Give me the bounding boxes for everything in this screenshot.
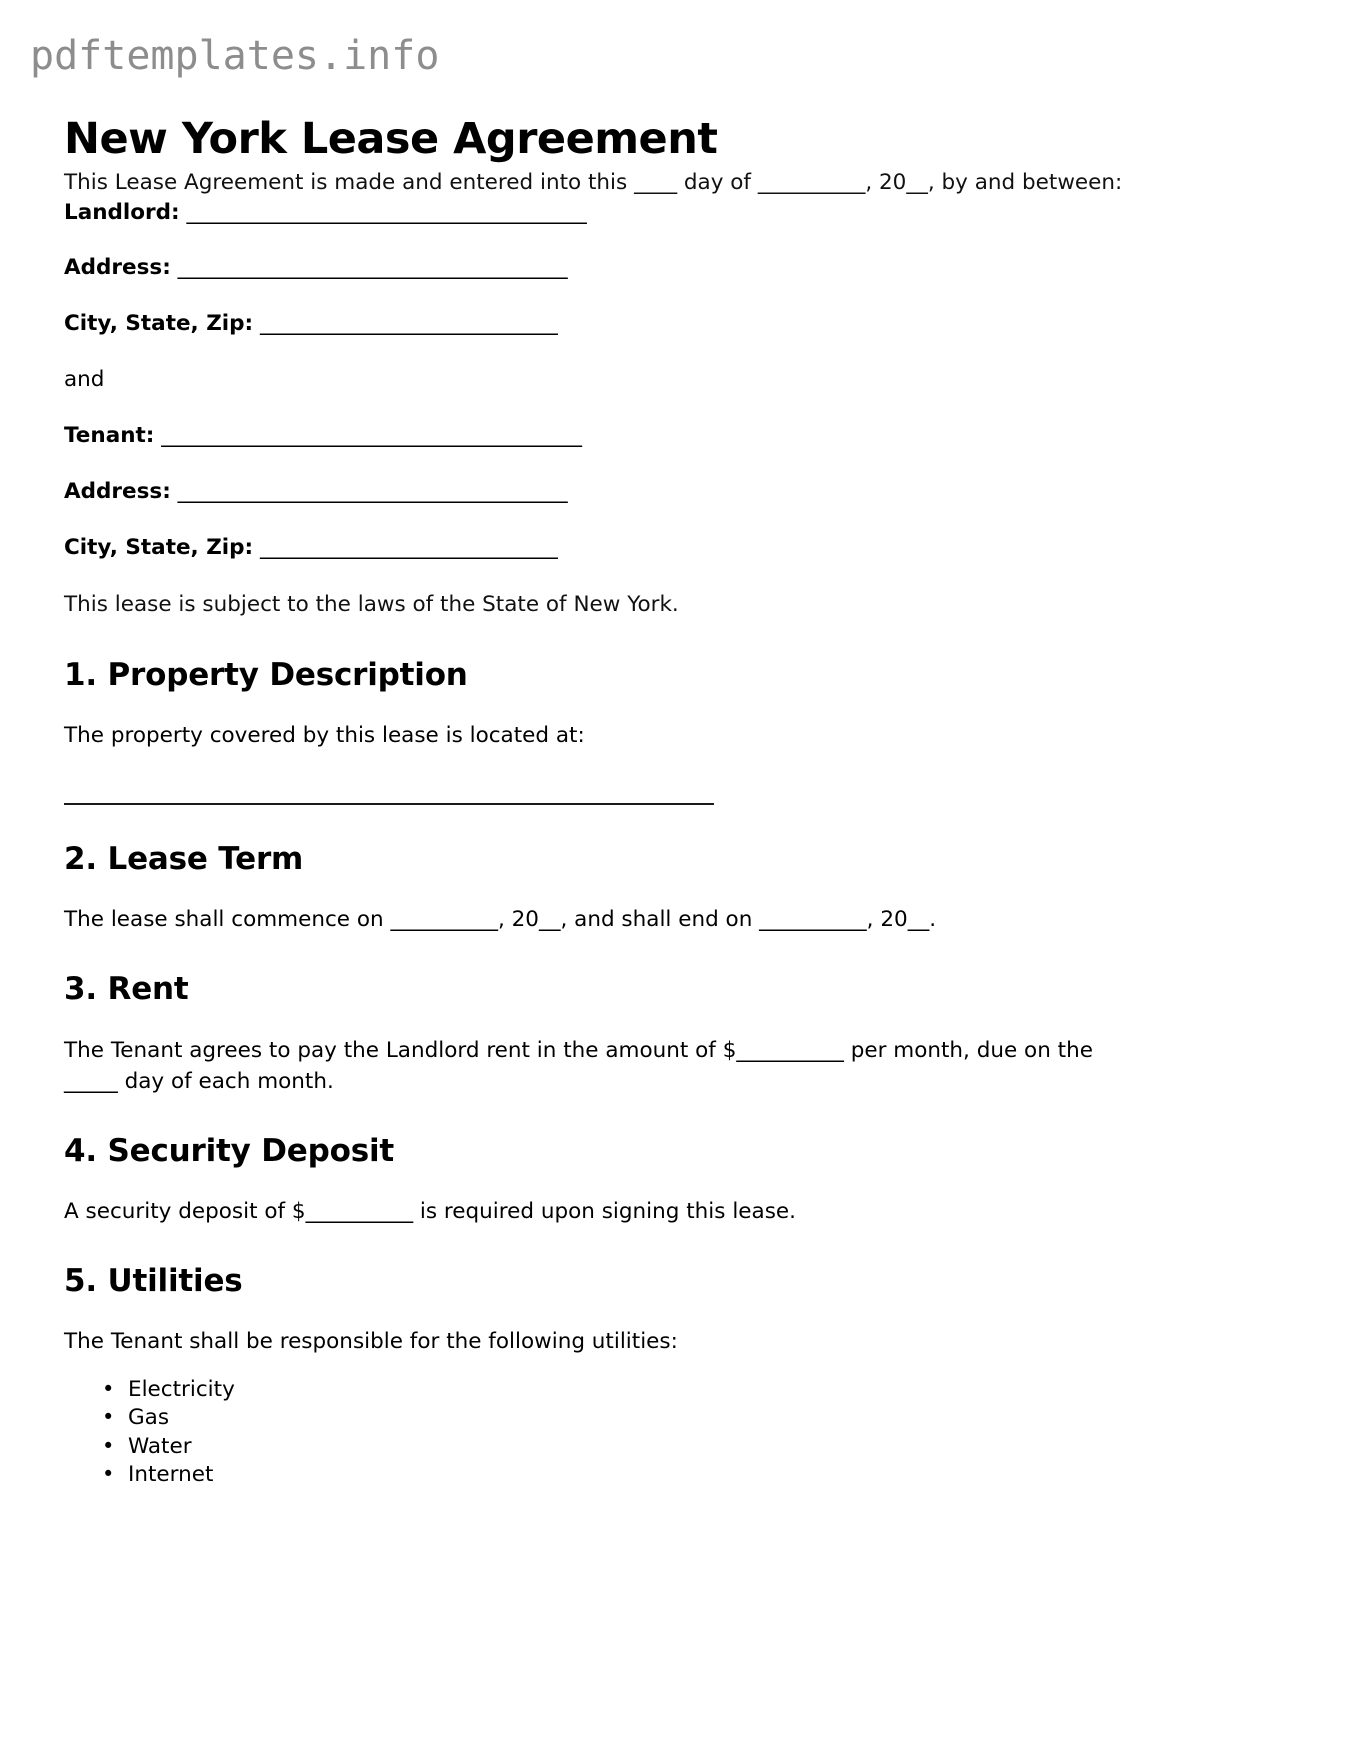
field-landlord-name bbox=[64, 199, 1130, 227]
field-tenant-citystatezip bbox=[64, 534, 1130, 562]
field-fill-landlord[interactable]: _______________________________________ bbox=[186, 199, 587, 225]
section-body-5: The Tenant shall be responsible for the following utilities: bbox=[64, 1329, 678, 1355]
field-landlord-citystatezip bbox=[64, 310, 1130, 338]
list-item: • Gas bbox=[128, 1404, 1130, 1433]
utilities-list bbox=[64, 1376, 1130, 1490]
site-watermark: pdftemplates.info bbox=[30, 33, 440, 79]
list-item: • Electricity bbox=[128, 1376, 1130, 1405]
field-tenant-name bbox=[64, 422, 1130, 450]
property-address-blank-line[interactable] bbox=[64, 803, 714, 805]
field-tenant-address bbox=[64, 478, 1130, 506]
section-heading-3: 3. Rent bbox=[64, 971, 189, 1008]
document-body bbox=[64, 168, 1130, 1490]
section-heading-4: 4. Security Deposit bbox=[64, 1132, 395, 1169]
field-fill-tenant-address[interactable]: ______________________________________ bbox=[177, 479, 568, 505]
list-item: • Internet bbox=[128, 1461, 1130, 1490]
field-label-landlord-citystatezip: City, State, Zip: bbox=[64, 311, 254, 337]
intro-paragraph: This Lease Agreement is made and entered into this ____ day of __________, 20__, by and between: bbox=[64, 170, 1123, 195]
field-label-tenant: Tenant: bbox=[64, 423, 155, 449]
page-title: New York Lease Agreement bbox=[64, 113, 718, 164]
field-fill-landlord-address[interactable]: ______________________________________ bbox=[177, 255, 568, 281]
field-fill-tenant[interactable]: _________________________________________ bbox=[161, 423, 582, 449]
field-label-tenant-address: Address: bbox=[64, 479, 171, 505]
section-body-3: The Tenant agrees to pay the Landlord rent in the amount of $__________ per month, due on the _____ day of each month. bbox=[64, 1037, 1093, 1094]
governing-law-text: This lease is subject to the laws of the State of New York. bbox=[64, 592, 679, 618]
section-body-1: The property covered by this lease is located at: bbox=[64, 722, 585, 748]
field-landlord-address bbox=[64, 254, 1130, 282]
field-fill-landlord-citystatezip[interactable]: _____________________________ bbox=[260, 311, 558, 337]
parties-conjunction: and bbox=[64, 367, 105, 393]
field-label-landlord: Landlord: bbox=[64, 199, 180, 225]
field-fill-tenant-citystatezip[interactable]: _____________________________ bbox=[260, 535, 558, 561]
section-heading-5: 5. Utilities bbox=[64, 1263, 243, 1300]
section-body-2: The lease shall commence on __________, 20__, and shall end on __________, 20__. bbox=[64, 907, 937, 933]
field-label-landlord-address: Address: bbox=[64, 255, 171, 281]
section-heading-2: 2. Lease Term bbox=[64, 840, 304, 877]
field-label-tenant-citystatezip: City, State, Zip: bbox=[64, 535, 254, 561]
section-body-4: A security deposit of $__________ is required upon signing this lease. bbox=[64, 1199, 796, 1225]
section-heading-1: 1. Property Description bbox=[64, 656, 468, 693]
list-item: • Water bbox=[128, 1433, 1130, 1462]
